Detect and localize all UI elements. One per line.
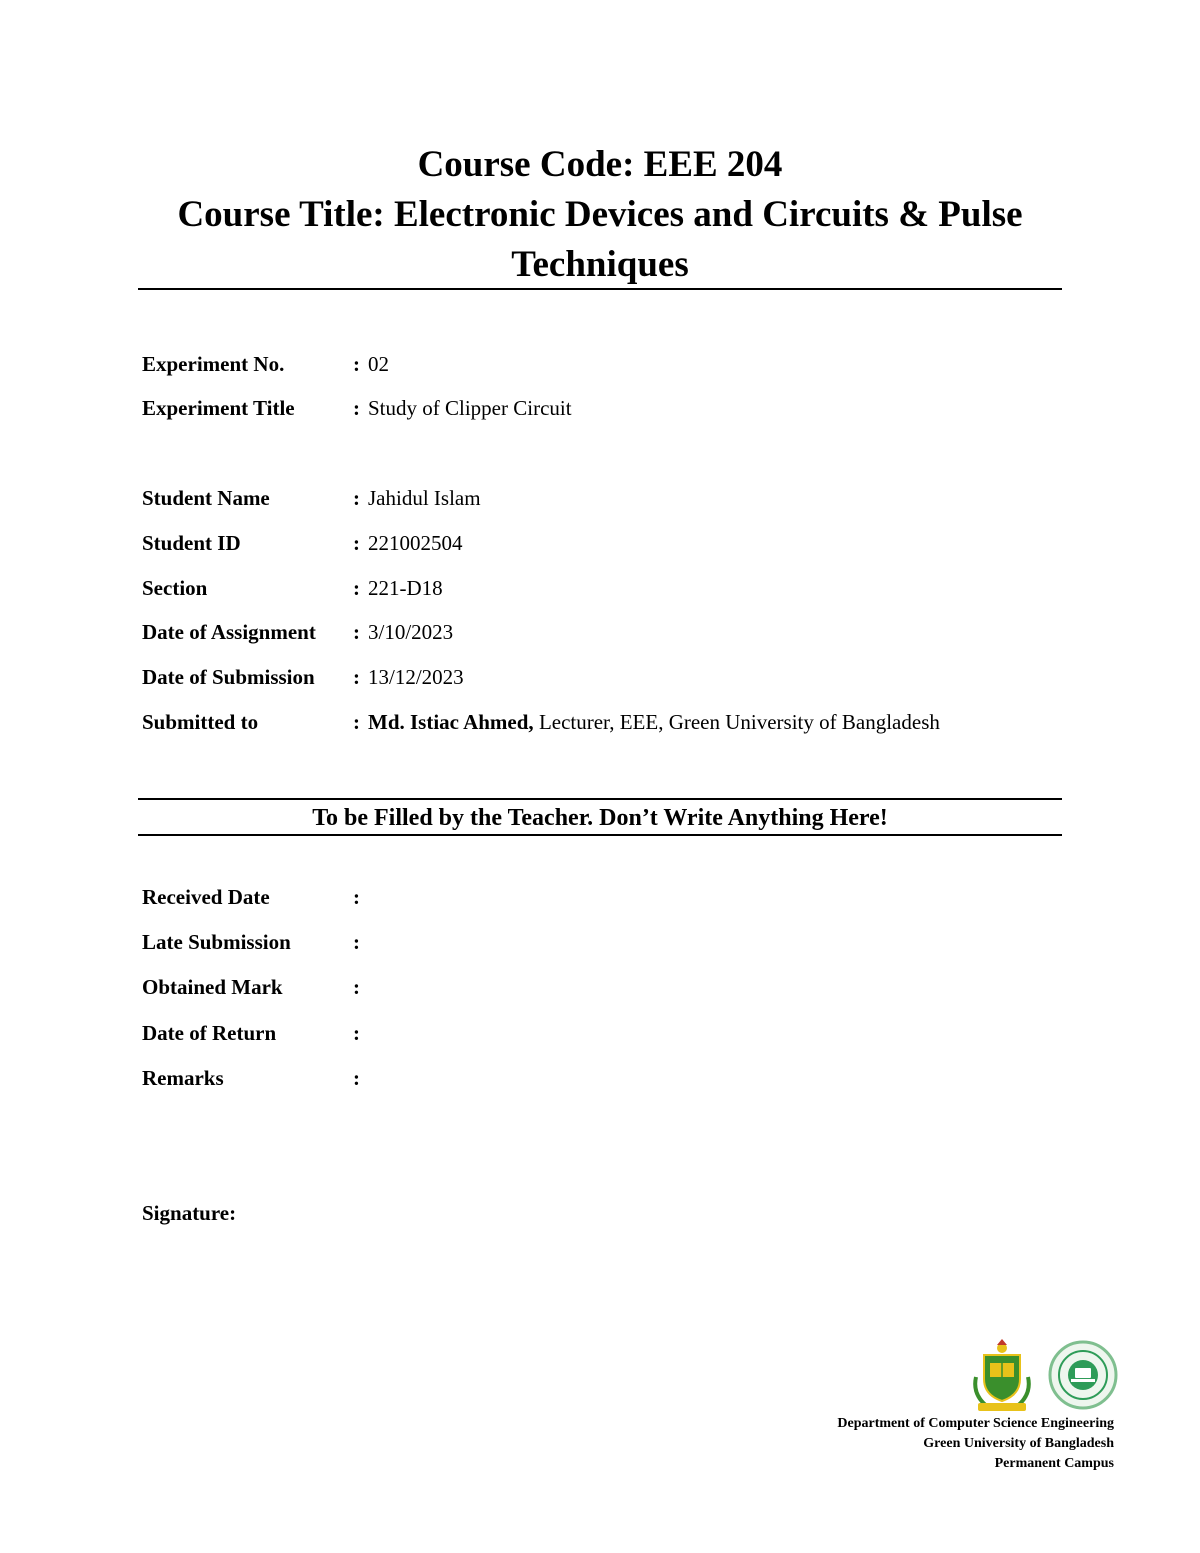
- header-divider: [138, 288, 1062, 290]
- teacher-colon: :: [353, 975, 360, 999]
- department-seal-icon: [1050, 1342, 1116, 1408]
- info-value: [368, 707, 940, 737]
- course-header: [138, 140, 1062, 290]
- teacher-label: Obtained Mark: [142, 975, 283, 999]
- course-code: Course Code: EEE 204: [417, 144, 783, 185]
- footer: [837, 1414, 1114, 1474]
- teacher-label: Late Submission: [142, 930, 291, 954]
- info-label: Date of Submission: [142, 665, 315, 689]
- university-logos: [966, 1337, 1120, 1415]
- info-label: Date of Assignment: [142, 620, 316, 644]
- info-colon: :: [353, 576, 360, 600]
- logos: [966, 1337, 1120, 1415]
- info-label: Student Name: [142, 486, 270, 510]
- teacher-colon: :: [353, 1066, 360, 1090]
- footer-department: Department of Computer Science Engineering: [837, 1416, 1114, 1431]
- footer-campus: Permanent Campus: [994, 1456, 1114, 1471]
- info-label: Experiment Title: [142, 396, 295, 420]
- teacher-label: Received Date: [142, 885, 270, 909]
- info-label: Section: [142, 576, 208, 600]
- course-title-line-2: Techniques: [511, 244, 689, 285]
- info-colon: :: [353, 396, 360, 420]
- teacher-designation: Lecturer, EEE, Green University of Bangladesh: [533, 710, 940, 734]
- info-value: 3/10/2023: [368, 620, 454, 644]
- course-title-line-1: Course Title: Electronic Devices and Circuits & Pulse: [177, 194, 1023, 235]
- info-colon: :: [353, 531, 360, 555]
- teacher-section-heading: To be Filled by the Teacher. Don’t Write Anything Here!: [138, 798, 1062, 836]
- info-colon: :: [353, 486, 360, 510]
- info-value: Jahidul Islam: [368, 486, 481, 510]
- info-colon: :: [353, 620, 360, 644]
- info-label: Student ID: [142, 531, 241, 555]
- info-value: 13/12/2023: [368, 665, 464, 689]
- info-colon: :: [353, 352, 360, 376]
- teacher-name: Md. Istiac Ahmed,: [368, 710, 534, 734]
- teacher-label: Remarks: [142, 1066, 224, 1090]
- info-value: 221-D18: [368, 576, 443, 600]
- info-label: Submitted to: [142, 710, 259, 734]
- footer-university: Green University of Bangladesh: [923, 1436, 1114, 1451]
- teacher-colon: :: [353, 930, 360, 954]
- teacher-colon: :: [353, 1021, 360, 1045]
- signature-label: Signature:: [142, 1201, 237, 1225]
- info-label: Experiment No.: [142, 352, 285, 376]
- info-colon: :: [353, 710, 360, 734]
- info-value: Study of Clipper Circuit: [368, 396, 572, 420]
- teacher-label: Date of Return: [142, 1021, 277, 1045]
- university-crest-icon: [975, 1339, 1029, 1411]
- teacher-colon: :: [353, 885, 360, 909]
- info-value: 02: [368, 352, 389, 376]
- info-colon: :: [353, 665, 360, 689]
- info-value: 221002504: [368, 531, 463, 555]
